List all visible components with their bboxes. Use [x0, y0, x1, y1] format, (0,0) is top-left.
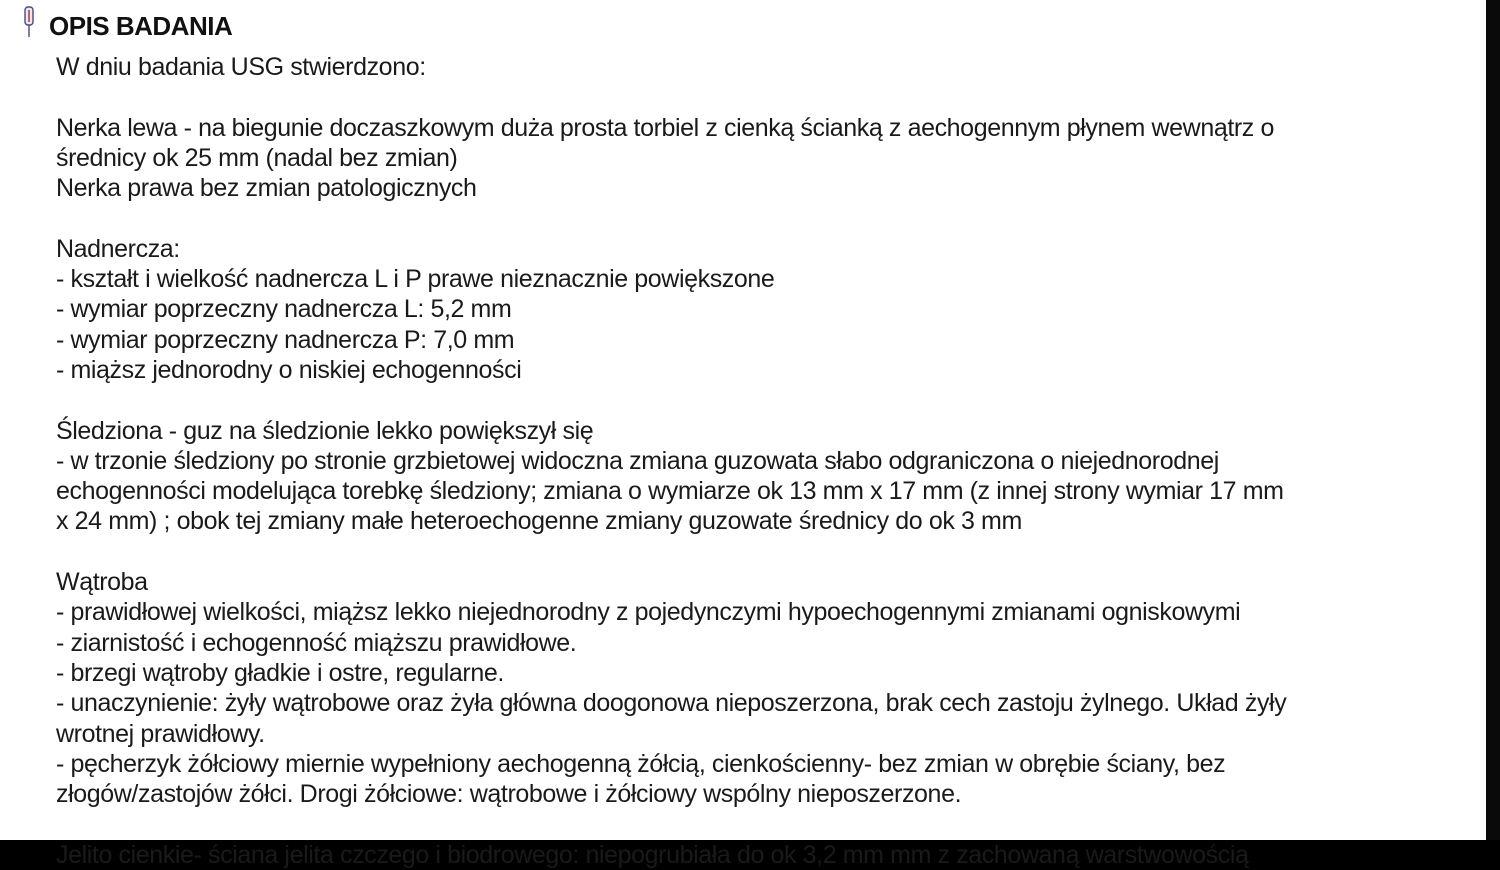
blank-line [56, 203, 1466, 233]
report-line: Nerka prawa bez zmian patologicznych [56, 174, 477, 203]
report-line: - w trzonie śledziony po stronie grzbietowej widoczna zmiana guzowata słabo odgraniczona o niejednorodnej [56, 446, 1219, 475]
report-line: echogenności modelująca torebkę śledziony; zmiana o wymiarze ok 13 mm x 17 mm (z innej strony wymiar 17 mm [56, 477, 1284, 506]
report-line: x 24 mm) ; obok tej zmiany małe heteroechogenne zmiany guzowate średnicy do ok 3 mm [56, 507, 1022, 536]
blank-line [56, 537, 1466, 567]
report-line: średnicy ok 25 mm (nadal bez zmian) [56, 143, 458, 172]
report-line: Nadnercza: [56, 234, 180, 263]
report-line: - prawidłowej wielkości, miąższ lekko niejednorodny z pojedynczymi hypoechogennymi zmianami ogniskowymi [56, 598, 1241, 627]
report-line: W dniu badania USG stwierdzono: [56, 53, 426, 81]
report-line: - wymiar poprzeczny nadnercza L: 5,2 mm [56, 295, 512, 324]
report-line: Jelito cienkie- ściana jelita czczego i biodrowego: niepogrubiała do ok 3,2 mm mm z zachowaną warstwowością [56, 840, 1249, 869]
window-edge [1486, 0, 1500, 840]
report-line: Wątroba [56, 568, 148, 597]
section-heading: OPIS BADANIA [49, 11, 233, 41]
report-line: - kształt i wielkość nadnercza L i P prawe nieznacznie powiększone [56, 265, 775, 294]
report-line: - ziarnistość i echogenność miąższu prawidłowe. [56, 628, 577, 657]
report-line: - wymiar poprzeczny nadnercza P: 7,0 mm [56, 325, 515, 354]
report-line: złogów/zastojów żółci. Drogi żółciowe: wątrobowe i żółciowy wspólny nieposzerzone. [56, 780, 962, 809]
report-body [56, 52, 1466, 870]
report-line: - pęcherzyk żółciowy miernie wypełniony aechogenną żółcią, cienkościenny- bez zmian w obrębie ściany, bez [56, 749, 1226, 778]
report-line: Śledziona - guz na śledzionie lekko powiększył się [56, 416, 594, 445]
report-line: Nerka lewa - na biegunie doczaszkowym duża prosta torbiel z cienką ścianką z aechogennym płynem wewnątrz o [56, 113, 1274, 142]
report-line: - brzegi wątroby gładkie i ostre, regularne. [56, 658, 504, 687]
blank-line [56, 809, 1466, 839]
pin-icon [22, 6, 36, 40]
report-line: - unaczynienie: żyły wątrobowe oraz żyła główna doogonowa nieposzerzona, brak cech zastoju żylnego. Układ żyły [56, 689, 1287, 718]
blank-line [56, 82, 1466, 112]
report-line: wrotnej prawidłowy. [56, 719, 265, 748]
blank-line [56, 385, 1466, 415]
report-line: - miąższ jednorodny o niskiej echogenności [56, 355, 522, 384]
